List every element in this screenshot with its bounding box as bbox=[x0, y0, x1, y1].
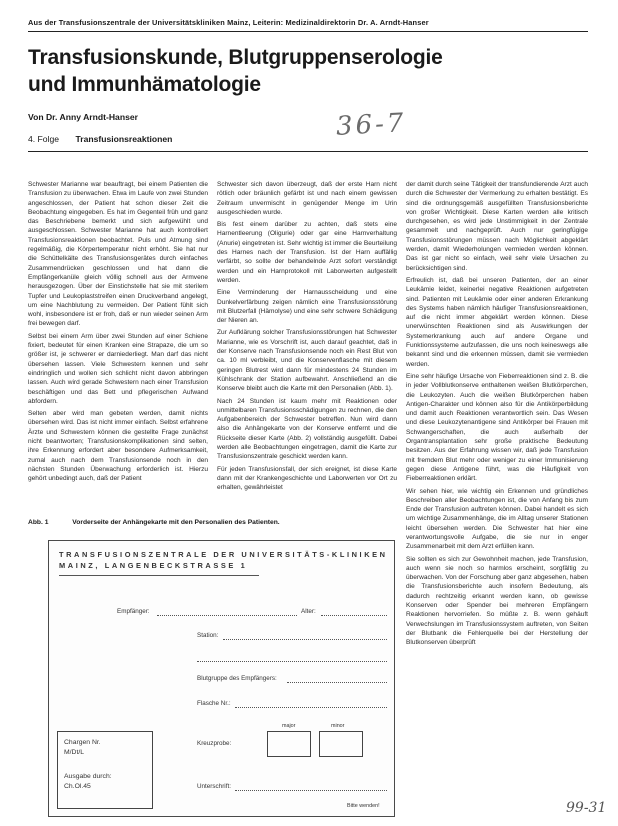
paragraph: Eine sehr häufige Ursache von Fieberreaktionen sind z. B. die in jeder Vollblutkonserve enthaltenen weißen Blutkörperchen, die Leukozyten. Auch die weißen Blutkörperchen haben Antigen-Charakter und können also für die Antikörperbildung und damit auch Reaktionen verantwortlich sein. Das Wesen und diese Leukozytenantigene sind Antikörper bei Frauen mit Schwangerschaften, die auch außerhalb der Organtransplantation sehr große praktische Bedeutung besitzen. Aus der Erfahrung wissen wir, daß jede Transfusion mit fremdem Blut mehr oder weniger zu einer Immunisierung gegen diese Antigene führt, was die Häufigkeit von Fieberreaktionen erklärt. bbox=[406, 372, 588, 483]
crossmatch-label: Kreuzprobe: bbox=[197, 740, 232, 747]
figure-caption-text: Vorderseite der Anhängekarte mit den Personalien des Patienten. bbox=[72, 519, 280, 526]
text-column-2 bbox=[217, 180, 397, 516]
paragraph: Nach 24 Stunden ist kaum mehr mit Reaktionen oder unmittelbaren Transfusionsschädigungen zu rechnen, die den Aufgabenbereich der Schwester betreffen. Nun wird dann also die Anhängekarte von der Konserve entfernt und die Rückseite dieser Karte (Abb. 2) vollständig ausgefüllt. Dabei werden alle Beobachtungen eingetragen, damit die Karte zur Transfusionszentrale geschickt werden kann. bbox=[217, 397, 397, 461]
recipient-label: Empfänger: bbox=[117, 608, 150, 615]
blood-group-label: Blutgruppe des Empfängers: bbox=[197, 675, 277, 682]
card-heading-rule bbox=[59, 575, 259, 576]
paragraph: der damit durch seine Tätigkeit der transfundierende Arzt auch durch die Schwester der Vermerkung zu erhalten bestätigt. Es sind die ordnungsgemäß ausgefüllten Transfusionsberichte von großer Wichtigkeit. Diese Karten werden alle kritisch durchgesehen, es wird jede Unstimmigkeit in der Zentrale gesammelt und nachgeprüft. Auch nur geringfügige Transfusionsstörungen müssen nach Möglichkeit abgeklärt werden, damit Wiederholungen vermieden werden können. Das ist gar nicht so einfach, weil sehr viele Ursachen zu berücksichtigen sind. bbox=[406, 181, 588, 272]
blood-group-field-line bbox=[287, 682, 387, 683]
paragraph: Selten aber wird man gebeten werden, damit nichts übersehen wird. Das ist nicht immer einfach. Selbst erfahrene Ärzte und Schwestern können die gestellte Frage zunächst nicht beantworten; Transfusionskomplikationen sind selten, ihre Erkennung erfordert aber besondere Aufmerksamkeit, zumal auch nach dem Transfusionsende noch in den nächsten Stunden Überwachung erforderlich ist. Hierzu gehört unbedingt auch, daß der Patient bbox=[28, 410, 208, 483]
paragraph: Schwester Marianne war beauftragt, bei einem Patienten die Transfusion zu überwachen. Etwa im Laufe von zwei Stunden angeschlossen, der Patient hat schon dieser Zeit die Beobachtung eingegeben. Es hat im Gegenteil früh und ganz das Beschriebene bemerkt und sich aufgewühlt und ausgeschlossen. Schwester Marianne hat auch kontrolliert Transfusionsreaktionen beobachtet. Puls und Atmung sind regelmäßig, die Körpertemperatur nicht erhöht. Sie hat nur die Schüttelkälte des Transfusionsgerätes durch einfaches Zusammendrücken geschlossen und hat dann die Empfängerkanüle gleich völlig schnell aus der Armvene herausgezogen. Über der Einstichstelle hat sie mit sterilem Tupfer und Leukoplaststreifen einen Druckverband angelegt, um eine Nachblutung zu vermeiden. Der Patient fühlt sich wohl, insbesondere ist er froh, daß er nun wieder seinen Arm frei bewegen darf. bbox=[28, 181, 208, 328]
card-heading-line-2: MAINZ, LANGENBECKSTRASSE 1 bbox=[59, 560, 248, 570]
ward-label: Station: bbox=[197, 632, 219, 639]
handwritten-page-mark: 99-31 bbox=[566, 800, 607, 816]
minor-test-box bbox=[319, 731, 363, 757]
text-column-1 bbox=[28, 180, 208, 516]
article-title bbox=[28, 44, 588, 98]
series-number: 4. Folge bbox=[28, 134, 60, 144]
card-heading-line-1: TRANSFUSIONSZENTRALE DER UNIVERSITÄTS-KLINIKEN bbox=[59, 550, 388, 559]
batch-box bbox=[57, 731, 153, 809]
recipient-field-line bbox=[157, 615, 297, 616]
figure-caption bbox=[28, 519, 398, 526]
text-column-3 bbox=[406, 180, 588, 800]
transfusion-tag-card bbox=[48, 540, 395, 817]
bottle-number-label: Flasche Nr.: bbox=[197, 700, 231, 707]
paragraph: Sie sollten es sich zur Gewohnheit machen, jede Transfusion, auch wenn sie noch so harmlos erscheint, sorgfältig zu überwachen. Von der Forschung aber ganz abgesehen, haben die Transfusionsberichte auch insofern Bedeutung, als dadurch rechtzeitig erkannt werden kann, ob gewisse Konserven oder Spender bei mehreren Empfängern Reaktionen hervorriefen. So müßte z. B. wenn gehäuft Verwechslungen im Transfusionssystem auftreten, von Seiten der Blutbank die Fehlerquelle bei der Herstellung der Blutkonserven überprüft bbox=[406, 555, 588, 647]
ward-field-line bbox=[223, 639, 387, 640]
major-test-label: major bbox=[282, 723, 296, 729]
handwritten-margin-note: 36-7 bbox=[335, 108, 408, 142]
article-title-line-1: Transfusionskunde, Blutgruppenserologie bbox=[28, 46, 443, 69]
age-field-line bbox=[321, 615, 387, 616]
bottle-number-field-line bbox=[235, 707, 387, 708]
series-topic: Transfusionsreaktionen bbox=[75, 134, 173, 144]
article-title-line-2: und Immunhämatologie bbox=[28, 73, 261, 96]
paragraph: Erfreulich ist, daß bei unseren Patienten, der an einer Leukämie leidet, keinerlei negative Reaktionen aufgetreten sind. Patienten mit Leukämie oder einer anderen Erkrankung des Systems haben nämlich häufiger Transfusionsreaktionen, auf die nicht immer abgeklärt werden können. Diese unerwünschten Reaktionen sind als Auswirkungen der Systemerkrankung auch auf andere Organe und Funktionssysteme aufzufassen, die uns noch keineswegs alle bekannt sind und die erkennen müssen, damit sie vermieden werden. bbox=[406, 276, 588, 368]
major-test-box bbox=[267, 731, 311, 757]
turn-over-note: Bitte wenden! bbox=[347, 803, 380, 809]
issued-by-code: Ch.Ol.45 bbox=[64, 783, 91, 790]
batch-code: M/Dt/L bbox=[64, 749, 85, 756]
paragraph: Wir sehen hier, wie wichtig ein Erkennen und gründliches Beschreiben aller Beobachtungen ist, die von Anfang bis zum Ende der Transfusion auftreten können. Dabei handelt es sich um wichtige Zusammenhänge, die im Alltag unserer Stationen leicht übersehen werden. Die Schwester hat hier eine verantwortungsvolle Aufgabe, die sie nur in enger Zusammenarbeit mit dem Arzt erfüllen kann. bbox=[406, 487, 588, 551]
age-label: Alter: bbox=[301, 608, 316, 615]
figure-label: Abb. 1 bbox=[28, 519, 49, 526]
blank-field-line bbox=[197, 661, 387, 662]
card-heading bbox=[59, 550, 388, 571]
issued-by-label: Ausgabe durch: bbox=[64, 773, 112, 780]
signature-field-line bbox=[235, 790, 387, 791]
paragraph: Zur Aufklärung solcher Transfusionsstörungen hat Schwester Marianne, wie es Vorschrift ist, auch darauf geachtet, daß in der Konserve nach Transfusionsende noch ein Rest Blut von ca. 10 ml verbleibt, und die Konservenflasche mit diesem geringen Blutrest wird dann für mindestens 24 Stunden im Kühlschrank der Station aufbewahrt. Anschließend an die Konserve bleibt auch die Karte mit den Personalien (Abb. 1). bbox=[217, 329, 397, 393]
article-author: Von Dr. Anny Arndt-Hanser bbox=[28, 112, 138, 122]
signature-label: Unterschrift: bbox=[197, 783, 231, 790]
minor-test-label: minor bbox=[331, 723, 345, 729]
header-rule bbox=[28, 31, 588, 32]
section-rule bbox=[28, 151, 588, 152]
paragraph: Für jeden Transfusionsfall, der sich ereignet, ist diese Karte dann mit der Krankengeschichte und Laborwerten vor Ort zu erhalten, gewährleistet bbox=[217, 465, 397, 492]
paragraph: Schwester sich davon überzeugt, daß der erste Harn nicht rötlich oder bräunlich gefärbt ist und nach einem gewissen Zeitraum unvermischt in genügender Menge im Urin ausgeschieden wurde. bbox=[217, 181, 397, 216]
paragraph: Bis fest einem darüber zu achten, daß stets eine Harnentleerung (Oligurie) oder gar eine Harnverhaltung (Anurie) eingetreten ist. Sehr wichtig ist immer die Beurteilung des Harnes nach der Transfusion. Ist der Harn auffällig verfärbt, so sollte der behandelnde Arzt sofort verständigt werden und ein Harnprotokoll mit Laborwerten aufgestellt werden. bbox=[217, 221, 397, 284]
paragraph: Selbst bei einem Arm über zwei Stunden auf einer Schiene fixiert, bedeutet für einen Kranken eine Strapaze, die um so größer ist, je schwerer er darniederliegt. Man darf das nicht übersehen lassen. Viele Schwestern kennen und sehr eindringlich und wollen sich schlicht nicht davon abbringen lassen. Auch wird gerade Schwestern nach einer Transfusion beschäftigen und das Bett und pflegerischen Aufwand abfordern. bbox=[28, 332, 208, 405]
running-header: Aus der Transfusionszentrale der Universitätskliniken Mainz, Leiterin: Medizinaldirektorin Dr. A. Arndt-Hanser bbox=[28, 18, 429, 27]
paragraph: Eine Verminderung der Harnausscheidung und eine Dunkelverfärbung zeigen nämlich eine Transfusionsstörung mit Blutzerfall (Hämolyse) und eine sehr schwere Schädigung der Nieren an. bbox=[217, 289, 397, 325]
series-line bbox=[28, 134, 172, 144]
batch-number-label: Chargen Nr. bbox=[64, 739, 101, 746]
